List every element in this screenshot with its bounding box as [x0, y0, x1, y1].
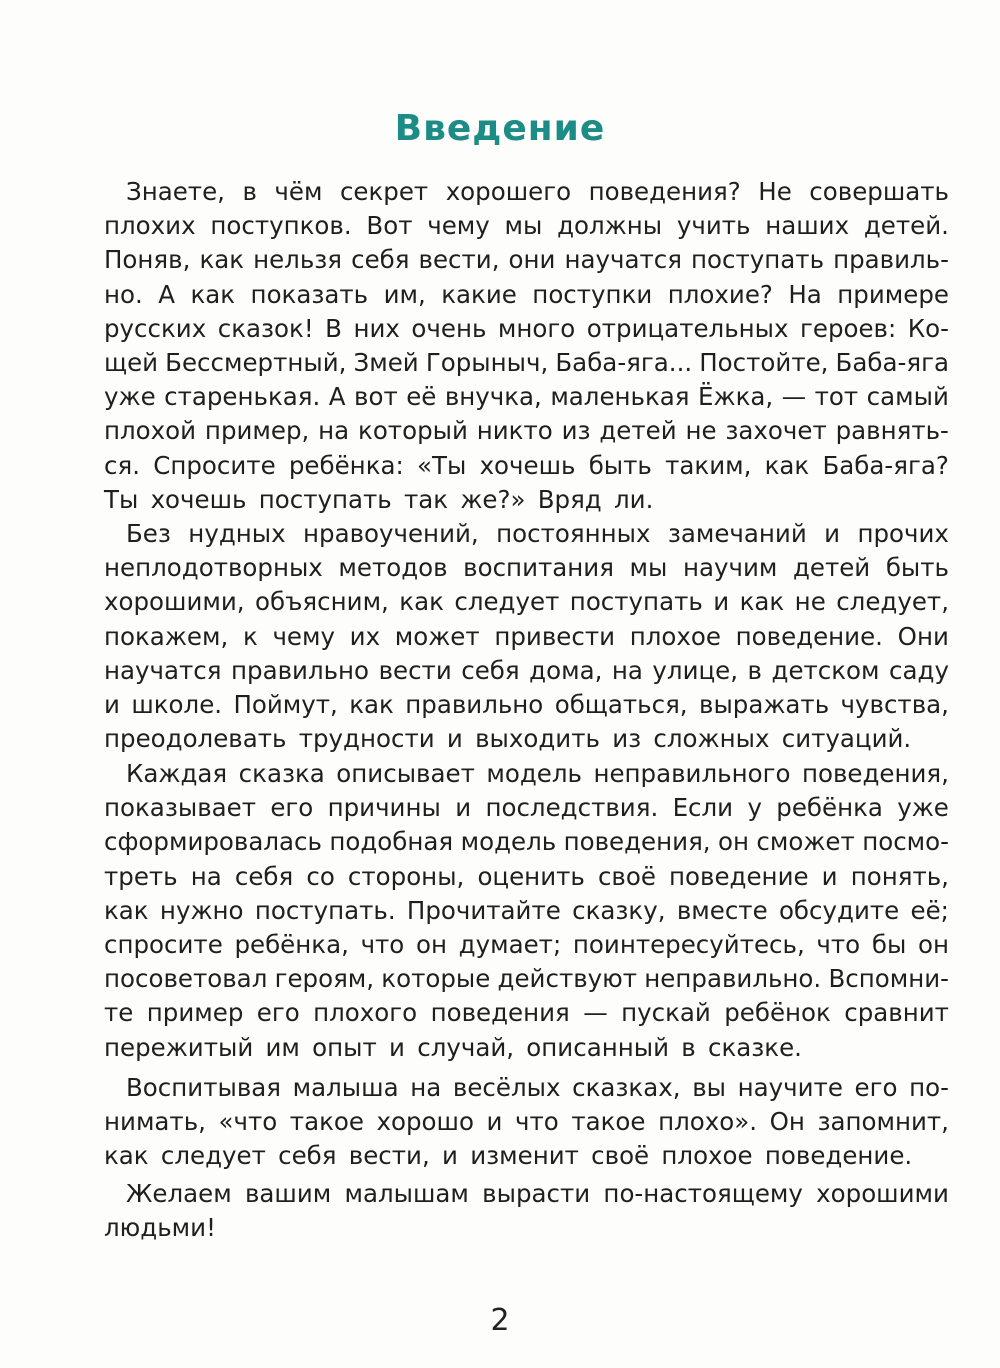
text-line: научатся правильно вести себя дома, на улице, в детском саду	[104, 655, 949, 685]
text-line: спросите ребёнка, что он думает; поинтересуйтесь, что бы он	[104, 930, 949, 959]
text-line: Без нудных нравоучений, постоянных замечаний и прочих	[126, 519, 949, 548]
text-line: ся. Спросите ребёнка: «Ты хочешь быть таким, как Баба-яга?	[104, 450, 949, 480]
page-number: 2	[490, 1303, 510, 1338]
text-line: Желаем вашим малышам вырасти по-настоящему хорошими	[126, 1179, 949, 1208]
text-line: русских сказок! В них очень много отрицательных героев: Ко-	[104, 313, 949, 343]
text-line: хорошими, объясним, как следует поступать и как не следует,	[104, 587, 949, 617]
text-line: Знаете, в чём секрет хорошего поведения? Не совершать	[126, 177, 949, 206]
text-line: щей Бессмертный, Змей Горыныч, Баба-яга... Постойте, Баба-яга	[104, 348, 949, 377]
text-line: уже старенькая. А вот её внучка, маленькая Ёжка, — тот самый	[104, 382, 949, 412]
text-line: Ты хочешь поступать так же?» Вряд ли.	[104, 484, 654, 514]
text-line: преодолевать трудности и выходить из сложных ситуаций.	[104, 724, 912, 754]
text-line: как следует себя вести, и изменит своё плохое поведение.	[104, 1141, 913, 1171]
text-line: покажем, к чему их может привести плохое поведение. Они	[104, 621, 949, 651]
text-line: плохой пример, на который никто из детей не захочет равнять-	[104, 416, 949, 446]
text-line: те пример его плохого поведения — пускай ребёнок сравнит	[104, 998, 949, 1028]
text-line: Воспитывая малыша на весёлых сказках, вы научите его по-	[126, 1073, 949, 1102]
text-line: Поняв, как нельзя себя вести, они научатся поступать правиль-	[104, 245, 949, 275]
text-line: пережитый им опыт и случай, описанный в сказке.	[104, 1032, 802, 1062]
text-line: как нужно поступать. Прочитайте сказку, вместе обсудите её;	[104, 895, 949, 925]
text-line: показывает его причины и последствия. Если у ребёнка уже	[104, 793, 949, 823]
text-line: посоветовал героям, которые действуют неправильно. Вспомни-	[104, 964, 949, 994]
text-line: плохих поступков. Вот чему мы должны учить наших детей.	[104, 211, 949, 241]
text-line: и школе. Поймут, как правильно общаться, выражать чувства,	[104, 690, 949, 719]
text-line: треть на себя со стороны, оценить своё поведение и понять,	[104, 861, 949, 891]
text-line: но. А как показать им, какие поступки плохие? На примере	[104, 279, 949, 309]
text-line: нимать, «что такое хорошо и что такое плохо». Он запомнит,	[104, 1107, 949, 1137]
text-line: Каждая сказка описывает модель неправильного поведения,	[126, 759, 949, 788]
page-title: Введение	[394, 108, 606, 149]
text-line: людьми!	[104, 1213, 216, 1243]
text-line: неплодотворных методов воспитания мы научим детей быть	[104, 553, 949, 583]
text-line: сформировалась подобная модель поведения, он сможет посмо-	[104, 827, 949, 857]
